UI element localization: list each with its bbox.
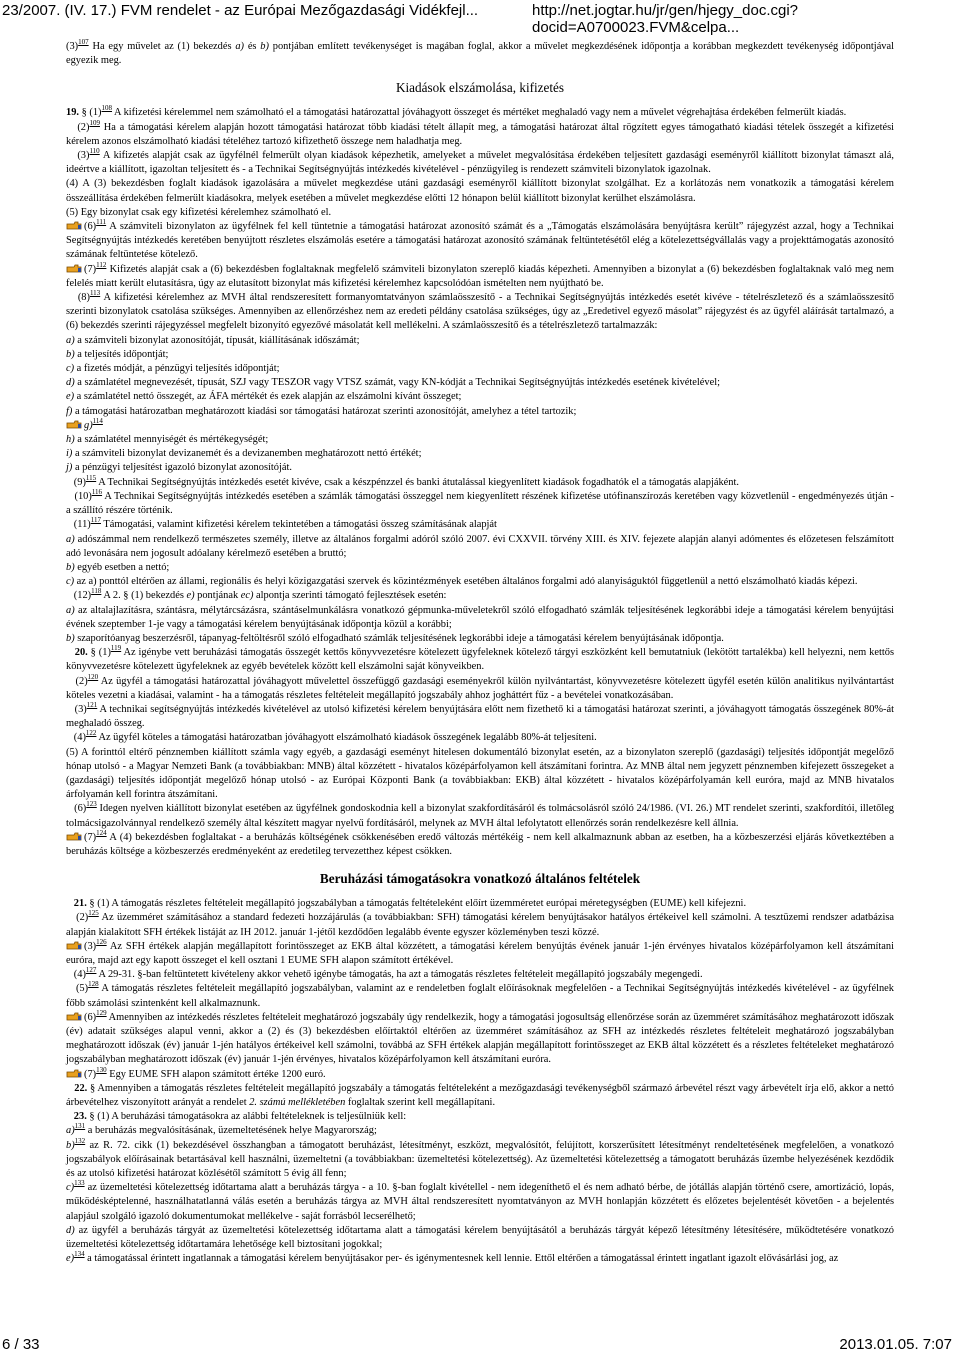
paragraph-19-1: 19. § $(1)^{108}$ A kifizetési kérelemmel nem számolható el a támogatási határozattal jóváhagyott összeget és mértéket meghaladó vagy nem a művelet végrehajtása érdekében felmerült kiadás.: [66, 104, 847, 119]
list-item: d) a számlatétel megnevezését, típusát, SZJ vagy TESZOR vagy VTSZ számát, vagy KN-kódját a Technikai Segítségnyújtás intézkedés esetének kivételével;: [66, 377, 720, 389]
footnote-link[interactable]: 129: [96, 1008, 107, 1017]
footnote-link[interactable]: 117: [90, 516, 101, 525]
document-url[interactable]: http://net.jogtar.hu/jr/gen/hjegy_doc.cgi?docid=A0700023.FVM&celpa...: [532, 2, 799, 36]
list-item: b) a teljesítés időpontját;: [66, 348, 169, 360]
pointing-hand-icon[interactable]: [66, 220, 82, 230]
pointing-hand-icon[interactable]: [66, 1068, 82, 1078]
paragraph-19-4: (4) A (3) bekezdésben foglalt kiadások igazolására a művelet megkezdése utáni gazdasági eseményről kiállított bizonylat szolgálhat. Ez a korlátozás nem vonatkozik a támogatási kérelem összeállítása érdekében felmerült kiadásokra, melyek esetében a művelet megkezdése előtti 12 hónapon belül kiállított bizonylat kerülhet elszámolásra.: [66, 178, 894, 204]
paragraph-21-2: $(2)^{125}$ Az üzemméret számításához a standard fedezeti hozzájárulás (a továbbiakban: SFH) támogatási kérelem benyújtásakor hatályos értékeivel kell számolni. A tesztüzemi rendszer adatbázisa alapján kialakított SFH értékek listáját az IH 2012. január 1-jétől kezdődően legalább évente egyszer közleményben teszi közzé.: [66, 909, 894, 938]
footnote-link[interactable]: 131: [74, 1122, 86, 1131]
list-item: b) szaporítóanyag beszerzésről, tápanyag-feltöltésről szóló elfogadható számlák teljesítésének legkorábbi ideje a támogatási kérelem benyújtásának időpontja.: [66, 632, 724, 644]
footnote-link[interactable]: 122: [85, 729, 97, 738]
list-item: c)$^{133}$ az üzemeltetési kötelezettség időtartama alatt a beruházás tárgya - a 10. §-ban foglalt kivétellel - nem idegeníthető el és nem adható bérbe, de jótállás alapján történő csere, amortizáció, lopás, működésképtelenné, használhatatlanná válás esetén a beruházás tárgya az MVH által rendszeresített nyomtatványon az MVH honlapján közzétett és előzetes bejelentését követően - a bejelentés alapjául szolgáló igazoló dokumentumokat mellékelve - saját forrásból lecserélhető;: [66, 1179, 894, 1222]
paragraph-20-4: $(4)^{122}$ Az ügyfél köteles a támogatási határozatban jóváhagyott elszámolható kiadások összegének legalább 80%-át teljesíteni.: [73, 729, 597, 744]
paragraph-21-1: 21. § (1) A támogatás részletes feltételeit megállapító jogszabályban a támogatás feltételeként előírt üzemméretet európai méretegységben (EUME) kell kifejezni.: [73, 898, 747, 910]
pointing-hand-icon[interactable]: [66, 940, 82, 950]
footnote-link[interactable]: 109: [89, 118, 100, 127]
list-item: j) a pénzügyi teljesítést igazoló bizonylat azonosítóját.: [66, 462, 292, 474]
pointing-hand-icon[interactable]: [66, 831, 82, 841]
footnote-link[interactable]: 111: [96, 218, 107, 227]
paragraph-19-5: (5) Egy bizonylat csak egy kifizetési kérelemhez számolható el.: [66, 206, 332, 218]
footnote-link[interactable]: 127: [85, 966, 97, 975]
paragraph-19-11: $(11)^{117}$ Támogatási, valamint kifizetési kérelem tekintetében a támogatási összeg számításának alapját: [73, 516, 497, 531]
paragraph-19-12: $(12)^{118}$ A 2. § (1) bekezdés e) pontjának ec) alpontja szerinti támogató fejlesztések esetén:: [73, 587, 447, 602]
list-item: d) az ügyfél a beruházás tárgyát az üzemeltetési kötelezettség időtartama alatt a támogatási kérelem benyújtásától a beruházás tárgyát képező létesítmény létesítésére, működtetésére vonatkozó üzemeltetési kötelezettség időtartamára lehetősége kell biztosítani jogokkal;: [66, 1224, 894, 1251]
paragraph-22: 22. § Amennyiben a támogatás részletes feltételeit megállapító jogszabály a támogatás feltételeként a mezőgazdasági tevékenységből származó árbevétel részt vagy árbevételt írja elő, akkor a nettó árbevételhez viszonyított arányát a rendelet 2. számú mellékletében foglaltak szerint kell megállapítani.: [66, 1082, 895, 1109]
footnote-link[interactable]: 126: [96, 937, 107, 946]
paragraph-19-3: $(3)^{110}$ A kifizetés alapját csak az ügyfélnél felmerült olyan kiadások képezhetik, amelyeket a művelet megvalósítása érdekében teljesített gazdasági eseményről kiállított bizonylat támaszt alá, ideértve a kiállított, igazoltan teljesített és - a Technikai Segítségnyújtás intézkedés kivételével - pénzügyileg is rendezett számviteli bizonylatok igazolnak.: [66, 147, 894, 176]
footnote-link[interactable]: 133: [74, 1179, 85, 1188]
list-item: c) az a) ponttól eltérően az állami, regionális és helyi közigazgatási szervek és közintézmények esetében általános forgalmi adó alanyiságuktól függetlenül a nettó elszámolható kiadás képezi.: [66, 576, 858, 588]
list-item: c) a fizetés módját, a pénzügyi teljesítés időpontját;: [66, 363, 280, 375]
list-item: a) adószámmal nem rendelkező természetes személy, illetve az általános forgalmi adóról szóló 2007. évi CXXVII. törvény XIII. és XIV. fejezete alapján alanyi adómentes és előzetesen felszámított adó levonására nem jogosult adóalany kérelmező esetében a bruttó;: [66, 533, 894, 559]
paragraph-19-2: $(2)^{109}$ Ha a támogatási kérelem alapján hozott támogatási határozat több kiadási tételt állapít meg, a támogatási határozat által rögzített egyes támogatható kiadási tételek összegét a kifizetési kérelem azonos elszámolható kiadási tételéhez tartozó kifizethető összege nem haladhatja meg.: [66, 118, 894, 147]
print-timestamp: 2013.01.05. 7:07: [839, 1336, 952, 1353]
list-item: e)$^{134}$ a támogatással érintett ingatlannak a támogatási kérelem benyújtásakor per- és igénymentesnek kell lennie. Ettől eltérően a támogatással érintett ingatlant igazolt elővásárlási jog, az: [66, 1250, 839, 1265]
list-item: h) a számlatétel mennyiségét és mértékegységét;: [66, 434, 269, 446]
paragraph-20-1: 20. § $(1)^{119}$ Az igénybe vett beruházási támogatás összegét kettős könyvvezetésre kötelezett ügyfeleknek kötelező tárgyi eszközként kell bemutatniuk (lekötött tartalékba) kell helyezni, nem kettős könyvvezetésre kötelezett ügyfeleknek az egyéb bevételek között kell elszámolni saját könyveikben.: [66, 644, 895, 673]
footnote-link[interactable]: 115: [85, 473, 97, 482]
paragraph-23: 23. § (1) A beruházási támogatásokra az alábbi feltételeknek is teljesülniük kell:: [73, 1111, 407, 1123]
paragraph-21-5: $(5)^{128}$ A támogatás részletes feltételeit megállapító jogszabályban, valamint az e rendeletben foglalt előírásoknak megfelelően - a Technikai Segítségnyújtás intézkedés kivételével - az ügyfélnek főbb számolási szintenként kell alkalmaznunk.: [66, 980, 894, 1009]
paragraph-21-4: $(4)^{127}$ A 29-31. §-ban feltüntetett kivételeny akkor vehető igénybe támogatás, ha azt a támogatás részletes feltételeit megállapító jogszabály megengedi.: [73, 966, 703, 981]
page-number: 6 / 33: [2, 1336, 40, 1353]
list-item: b) egyéb esetben a nettó;: [66, 561, 170, 573]
paragraph-19-9: $(9)^{115}$ A Technikai Segítségnyújtás intézkedés esetét kivéve, csak a készpénzzel és banki átutalással kiegyenlített kiadások fogadhatók el a támogatás alapjáként.: [73, 473, 739, 488]
footnote-link[interactable]: 114: [92, 416, 103, 425]
list-item: i) a számviteli bizonylat devizanemét és a devizanemben meghatározott nettó értékét;: [66, 448, 422, 460]
paragraph-19-10: $(10)^{116}$ A Technikai Segítségnyújtás intézkedés esetében a számlák támogatási összeggel nem kiegyenlített részének kifizetése utófinanszírozás keretében vagy közvetlenül - engedményezés útján - a szállító részére történik.: [66, 487, 894, 517]
paragraph-21-7: $(7)^{130}$ Egy EUME SFH alapon számított értéke 1200 euró.: [66, 1068, 894, 1082]
footnote-link[interactable]: 116: [91, 487, 103, 496]
footnote-link[interactable]: 124: [96, 828, 107, 837]
document-body: [66, 40, 894, 1266]
footnote-link[interactable]: 113: [89, 289, 101, 298]
paragraph-21-3: $(3)^{126}$ Az SFH értékek alapján megállapított forintösszeget az EKB által közzétett, a támogatási kérelem benyújtás évének január 1-jén érvényes hivatalos középárfolyamon kell átszámítani euróra, majd azt egy kapott összeget el kell osztani 1 EUME SFH alapon számított értékével.: [66, 937, 894, 966]
footnote-link[interactable]: 123: [86, 800, 97, 809]
document-title: 23/2007. (IV. 17.) FVM rendelet - az Európai Mezőgazdasági Vidékfejl...: [2, 2, 479, 19]
list-item: a)$^{131}$ a beruházás megvalósításának, üzemeltetésének helye Magyarország;: [66, 1122, 377, 1137]
list-item: b)$^{132}$ az R. 72. cikk (1) bekezdésével összhangban a támogatott beruházást, létesítményt, eszközt, megvalósítót, felújított, korszerűsített létesítményt rendeltetésének megfelelően, a vonatkozó jogszabályok előírásainak betartásával kell használni, üzemeltetni (a továbbiakban: üzemeltetési kötelezettség). Az üzemeltetési kötelezettség a támogatott beruházás üzembe helyezésének kezdődik és az utolsó kifizetési határozat közlésétől számított 5 évig áll fenn;: [66, 1136, 894, 1180]
list-item: a) az altalajlazításra, szántásra, mélytárcsázásra, szántáselmunkálásra vonatkozó gépmunka-műveletekről szóló elfogadható számlák teljesítésének legkorábbi ideje a támogatási kérelem benyújtási évének szeptember 1-je vagy a támogatási kérelem benyújtásának időpontja közül a korábbi;: [66, 604, 894, 630]
section-title-beruhazasi: Beruházási támogatásokra vonatkozó általános feltételek: [319, 871, 641, 887]
pointing-hand-icon[interactable]: [66, 263, 82, 273]
paragraph-20-3: $(3)^{121}$ A technikai segítségnyújtás intézkedés kivételével az utolsó kifizetési kérelem benyújtására előtt nem fizethető ki a támogatási határozat szerinti, a jóváhagyott támogatás összegének 80%-át meghaladó összeg.: [66, 700, 895, 730]
footnote-link[interactable]: 110: [89, 147, 100, 156]
footnote-link[interactable]: 119: [110, 644, 122, 653]
list-item: a) a számviteli bizonylat azonosítóját, típusát, kiállításának időszámát;: [66, 334, 360, 346]
footnote-link[interactable]: 120: [87, 672, 99, 681]
paragraph-19-3-prev: $(3)^{107}$ Ha egy művelet az (1) bekezdés a) és b) pontjában említett tevékenységet is magában foglal, akkor a művelet megkezdésének időpontja a korábban megkezdett tevékenység időpontjával egyezik meg.: [66, 38, 894, 67]
list-item: f) a támogatási határozatban meghatározott kiadási sor támogatási határozat szerinti azonosítóját, amelyhez a tétel tartozik;: [66, 405, 577, 417]
footnote-link[interactable]: 107: [78, 38, 89, 46]
footnote-link[interactable]: 112: [96, 260, 107, 269]
paragraph-20-7: $(7)^{124}$ A (4) bekezdésben foglaltakat - a beruházás költségének csökkenésében eredő változás mértékéig - nem kell alkalmaznunk abban az esetben, ha a közbeszerzési eljárás következtében a beruházás költsége a közbeszerzés eredményeként az eredetileg tervezetthez képest csökken.: [66, 828, 894, 857]
pointing-hand-icon[interactable]: [66, 1011, 82, 1021]
footnote-link[interactable]: 125: [88, 909, 99, 918]
paragraph-20-5: (5) A forinttól eltérő pénznemben kiállított számla vagy egyéb, a gazdasági eseményt hitelesen dokumentáló bizonylat esetén, az a bizonylaton szereplő (gazdasági) teljesítés időpontját megelőző hónap utolsó - a Magyar Nemzeti Bank (a továbbiakban: MNB) által közzétett - hivatalos középárfolyamon kell átszámítani forintra. Az MNB által nem jegyzett pénznemben kifejezett összegeket a (gazdasági) teljesítés időpontját megelőző hónap utolsó - az Európai Központi Bank (a továbbiakban: EKB) által közzétett - hivatalos középárfolyamán kell euróra, majd az MNB hivatalos árfolyamán kell forintra átszámítani.: [66, 746, 894, 801]
paragraph-19-7: $(7)^{112}$ Kifizetés alapját csak a (6) bekezdésben foglaltaknak megfelelő számviteli bizonylaton szereplő kiadás képezheti. Amennyiben a bizonylat a (6) bekezdésben foglaltaknak való meg nem felelés miatt került elutasításra, úgy az elutasított bizonylat más kifizetési kérelemhez kapcsolódóan ismételten nem nyújtható be.: [66, 260, 894, 289]
paragraph-19-6: $(6)^{111}$ A számviteli bizonylaton az ügyfélnek fel kell tüntetnie a támogatási határozat azonosító számát és a „Támogatás elszámolására benyújtásra került” rájegyzést azzal, hogy a Technikai Segítségnyújtás intézkedés keretében benyújtott részletes elszámolás esetére a támogatási határozat azonosító számának feltüntetésétől elég a kötelezettségvállalás vagy a projekttámogatás azonosító számának feltüntetése kötelező.: [66, 218, 894, 261]
section-title-kiadasok: Kiadások elszámolása, kifizetés: [395, 80, 565, 96]
footnote-link[interactable]: 134: [74, 1250, 85, 1259]
footnote-link[interactable]: 121: [86, 700, 98, 709]
paragraph-21-6: $(6)^{129}$ Amennyiben az intézkedés részletes feltételeit meghatározó jogszabály úgy rendelkezik, hogy a támogatási jogosultság ellenőrzése során az üzemméret számításához meghatározott időszak (év) adatait szükséges alapul venni, akkor a (2) és (3) bekezdésben előírtaktól eltérően az üzemméret számításához az SFH az intézkedés részletes feltételeit meghatározó jogszabályban meghatározott időszak (év) január 1-jén hatályos értékeivel kell számolni, továbbá az SFH értékek alapján megállapított forintösszeget az EKB által közzétett és a részletes feltételeket meghatározó jogszabályban meghatározott időszak (év) január 1-jén érvényes, hivatalos középárfolyamon kell átszámítani euróra.: [66, 1008, 894, 1066]
footnote-link[interactable]: 130: [96, 1065, 107, 1074]
footnote-link[interactable]: 108: [101, 104, 113, 113]
footnote-link[interactable]: 128: [88, 980, 99, 989]
paragraph-20-2: $(2)^{120}$ Az ügyfél a támogatási határozattal jóváhagyott művelettel összefüggő gazdasági eseményekről külön nyilvántartást, könyvvezetésre kötelezett ügyfél esetén külön analitikus nyilvántartást köteles vezetni a kiadásai, valamint - ha a támogatás részletes feltételeit megállapító jogszabály ahhoz jogháttért fűz - a bevételei vonatkozásában.: [66, 672, 895, 701]
list-item: g)$^{114}$: [66, 419, 894, 433]
pointing-hand-icon[interactable]: [66, 419, 82, 429]
browser-print-header: [0, 0, 960, 36]
list-item: e) a számlatétel nettó összegét, az ÁFA mértékét és ezek alapján az elszámolni kívánt összeget;: [66, 391, 462, 403]
footnote-link[interactable]: 118: [91, 587, 102, 596]
paragraph-19-8: $(8)^{113}$ A kifizetési kérelemhez az MVH által rendszeresített formanyomtatványon számlaösszesítő - a Technikai Segítségnyújtás intézkedés esetét kivéve - tételrészletező és a számlaösszesítő szerinti bizonylatok csatolása szükséges. Amennyiben az ellenőrzéshez nem az eredeti példány csatolása szükséges, úgy az „Eredetivel egyező másolat” rájegyzést és az ügyfél aláírását tartalmazó, a (6) bekezdés szerinti rájegyzéssel megfelelt bizonyító egyezővé másolatát kell mellékelni. A számlaösszesítő és a tételrészletező tartalmazzák:: [66, 289, 894, 332]
paragraph-20-6: $(6)^{123}$ Idegen nyelven kiállított bizonylat esetében az ügyfélnek gondoskodnia kell a bizonylat szakfordításáról és tolmácsolásról szóló 24/1986. (VI. 26.) MT rendelet szerinti, szakfordítói, illetőleg tolmácsigazolvánnyal rendelkező személy által készített magyar nyelvű fordításáról, melynek az MVH által lefolytatott ellenőrzés során rendelkezésre kell állnia.: [66, 800, 894, 829]
footnote-link[interactable]: 132: [74, 1136, 86, 1145]
